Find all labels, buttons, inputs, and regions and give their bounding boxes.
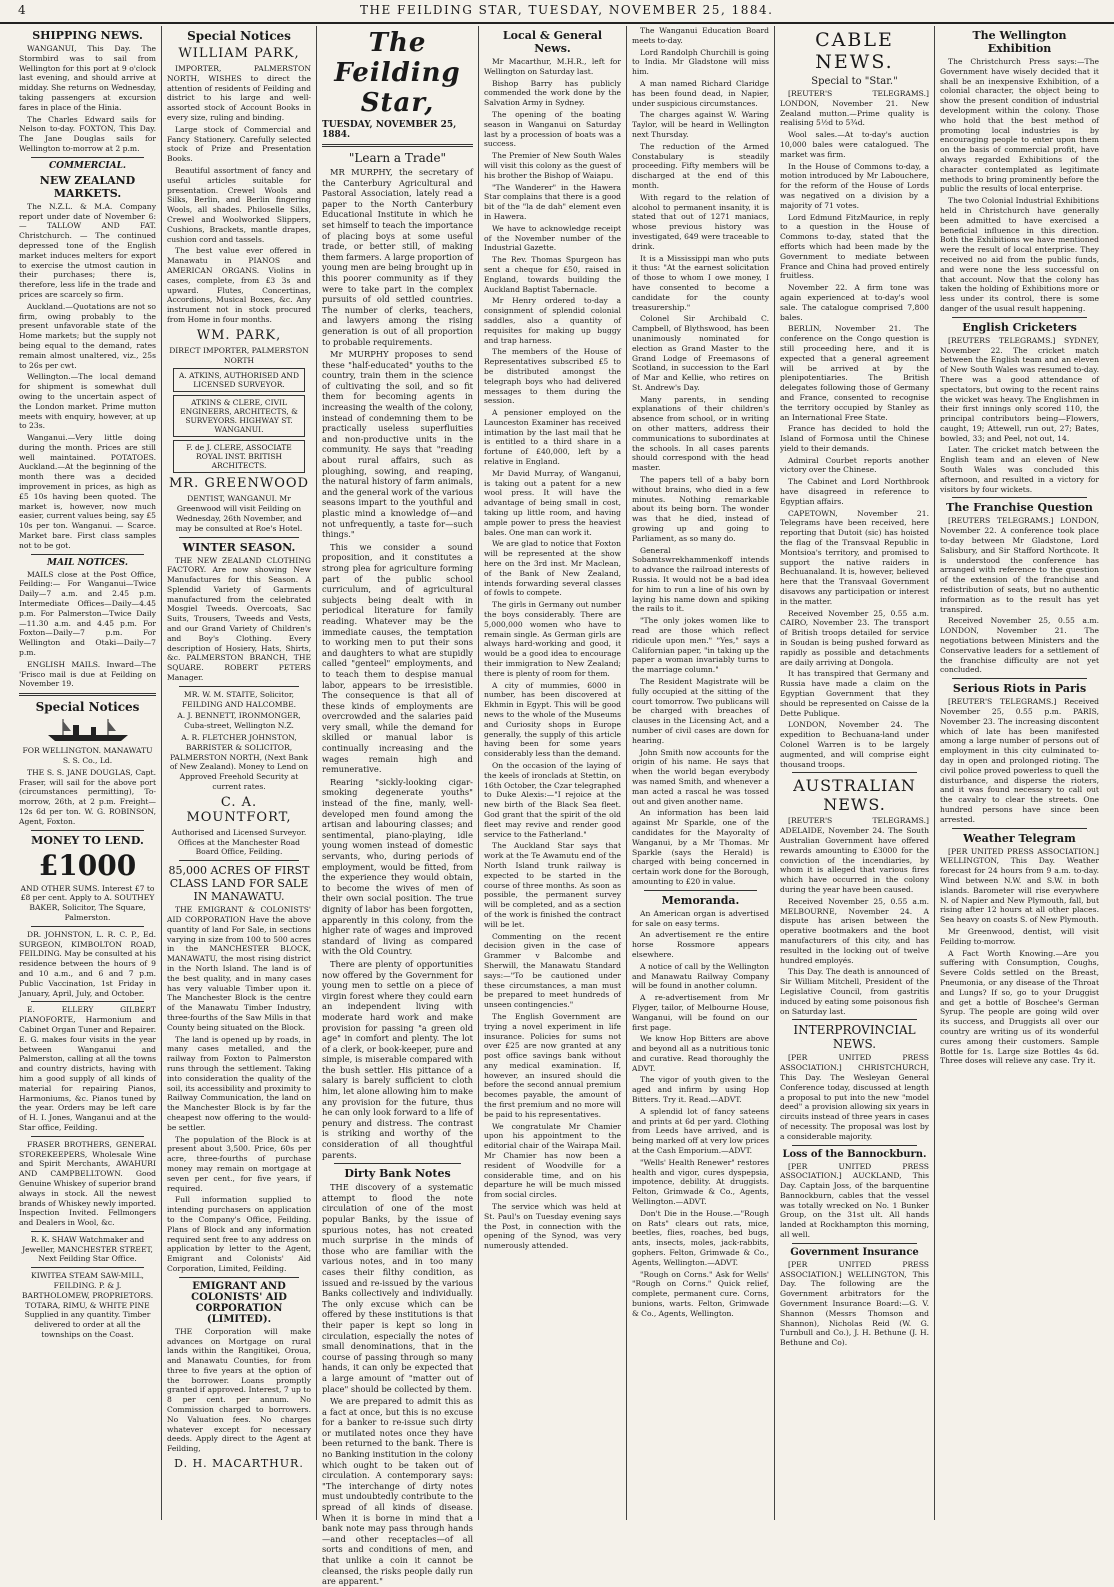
advertisement: A Fact Worth Knowing.—Are you suffering with Consumption, Coughs, Severe Colds settled on the Breast, Pneumonia, or any disease of the Throat and Lungs? If so, go to your Druggist and get a bottle of Boschee's German Syrup. The people are going wild over its success, and Druggists all over our country are writing us of its wonderful cures among their customers. Sample Bottle for 1s. Large size Bottles 4s 6d. Three doses will relieve any case. Try it. bbox=[940, 948, 1099, 1066]
memo-item: Don't Die in the House.—"Rough on Rats" clears out rats, mice, beetles, flies, roaches, bed bugs, ants, insects, moles, jack-rabbits, gophers. Felton, Grimwade & Co., Agents, Wellington.—ADVT. bbox=[632, 1208, 769, 1267]
editorial-paragraph: Mr MURPHY proposes to send these "half-educated" youths to the country, train them in the science of cultivating the soil, and so fit them for becoming agents in increasing the wealth of the colony, instead of condemning them to be practically useless superfluities and non-productive units in the community. He says that "reading about rural affairs, such as ploughing, sowing, and reaping, the natural history of farm animals, and the general work of the various seasons impart to the youthful and plastic mind a knowledge of—and not unfrequently, a taste for—such things." bbox=[322, 349, 473, 540]
column-5 bbox=[627, 26, 775, 1520]
news-item: The Premier of New South Wales will visit this colony as the guest of his brother the Bishop of Waiapu. bbox=[484, 151, 621, 180]
news-item: Mr David Murray, of Wanganui, is taking out a patent for a new wool press. It will have the advantage of being small in cost, taking up little room, and having ample power to press the heaviest bales. One man can work it. bbox=[484, 468, 621, 537]
cable-item: [REUTER'S TELEGRAMS.] ADELAIDE, November 24. The South Australian Government have offered rewards amounting to £3000 for the conviction of the incendiaries, by whom it is alleged that various fires which have occurred in the colony during the year have been caused. bbox=[780, 816, 929, 894]
article-paragraph: THE discovery of a systematic attempt to flood the note circulation of one of the most popular Banks, by the issue of spurious notes, has not created much surprise in the minds of those who are familiar with the various notes, and in too many cases their filthy condition, as issued and re-issued by the various Banks collectively and individually. The only excuse which can be offered by these institutions is that their paper is kept so long in circulation, especially the notes of small denominations, that in the course of passing through so many hands, it can only be expected that a large amount of "matter out of place" should be collected by them. bbox=[322, 1182, 473, 1394]
divider bbox=[31, 157, 144, 158]
corporation-heading: EMIGRANT AND COLONISTS' AID CORPORATION (LIMITED). bbox=[191, 1280, 287, 1325]
ad-staite: MR. W. M. STAITE, Solicitor, FEILDING AND HALCOMBE. bbox=[181, 689, 297, 709]
ad-johnston: A. R. FLETCHER JOHNSTON, BARRISTER & SOLICITOR, PALMERSTON NORTH, (Next Bank of New Zealand). Money to Lend on Approved Freehold Security at current rates. bbox=[169, 733, 309, 792]
news-item: Many parents, in sending explanations of their children's absence from school, or in writing on other matters, address their communications to subordinates at the schools. In all cases parents should correspond with the head master. bbox=[632, 394, 769, 473]
insurance-heading: Government Insurance bbox=[790, 1246, 919, 1258]
issue-date: TUESDAY, NOVEMBER 25, 1884. bbox=[322, 120, 457, 140]
mail-notices-heading: MAIL NOTICES. bbox=[47, 557, 128, 568]
divider bbox=[179, 860, 299, 861]
editorial-paragraph: This we consider a sound proposition, and it constitutes a strong plea for agriculture forming part of the public school curriculum, and of agricultural subjects being dealt with in periodical literature for family reading. Whatever may be the immediate causes, the temptation to working men to put their sons and daughters to what are stupidly called "genteel" employments, and to teach them to despise manual labor, appears to be irresistible. The consequence is that all of these kinds of employments are overcrowded and the salaries paid very small, while the demand for skilled or manual labor is continually increasing and the wages remain high and remunerative. bbox=[322, 541, 473, 775]
mail-item: MAILS close at the Post Office, Feilding:— For Wanganui—Twice Daily—7 a.m. and 2.45 p.m. Intermediate Offices—Daily—4.45 p.m. For Palmerston—Twice Daily—11.30 a.m. and 4.45 p.m. For Foxton—Daily—7 p.m. For Wellington and Otaki—Daily—7 p.m. bbox=[19, 569, 156, 658]
cricketers-heading: English Cricketers bbox=[962, 320, 1077, 334]
news-item: The members of the House of Representatives subscribed £5 to be distributed amongst the telegraph boys who had delivered messages to them during the session. bbox=[484, 347, 621, 406]
masthead-title: THE FEILDING STAR, TUESDAY, NOVEMBER 25, 1884. bbox=[360, 3, 774, 17]
divider bbox=[952, 317, 1087, 318]
column-1 bbox=[14, 26, 162, 1520]
special-notices-heading: Special Notices bbox=[187, 29, 291, 43]
column-4 bbox=[479, 26, 627, 1520]
cable-item: Received November 25, 0.55 a.m. LONDON, November 21. The negotiations between Ministers and the Conservative leaders for a settlement of the franchise difficulty are not yet concluded. bbox=[940, 616, 1099, 675]
memo-item: An advertisement re the entire horse Rossmore appears elsewhere. bbox=[632, 930, 769, 959]
divider bbox=[31, 830, 144, 831]
ad-park: IMPORTER, PALMERSTON NORTH, WISHES to direct the attention of residents of Feilding and district to his large and well-assorted stock of Account Books in every size, ruling and binding. bbox=[167, 64, 311, 122]
news-item: Mr Macarthur, M.H.R., left for Wellington on Saturday last. bbox=[484, 57, 621, 76]
divider bbox=[792, 1019, 917, 1020]
cable-item: [PER UNITED PRESS ASSOCIATION.] WELLINGTON, This Day. Weather forecast for 24 hours from 9 a.m. to-day. Wind between N.W. and S.W. in both islands. Barometer will rise everywhere N. of Napier and New Plymouth, fall, but rising after 12 hours at all other places. Sea heavy on coasts S. of New Plymouth. bbox=[940, 846, 1099, 925]
memo-item: "Wells' Health Renewer" restores health and vigor, cures dyspepsia, impotence, debility. At druggists. Felton, Grimwade & Co., Agents, Wellington.—ADVT. bbox=[632, 1157, 769, 1207]
australian-news-heading: AUSTRALIAN NEWS. bbox=[793, 776, 916, 815]
news-item: The English Government are trying a novel experiment in life insurance. Policies for sums not over £25 are now granted at any post office savings bank without any medical examination. If, however, an insured should die before the second annual premium becomes payable, the amount of the first premium and no more will be paid to his representatives. bbox=[484, 1011, 621, 1119]
news-item: Mr Greenwood, dentist, will visit Feilding to-morrow. bbox=[940, 926, 1099, 946]
ad-land: 85,000 ACRES OF FIRST CLASS LAND FOR SALE IN MANAWATU. bbox=[168, 864, 310, 904]
news-item: The charges against W. Waring Taylor, will be heard in Wellington next Thursday. bbox=[632, 110, 769, 139]
divider bbox=[31, 1231, 144, 1232]
memoranda-heading: Memoranda. bbox=[661, 893, 740, 907]
divider bbox=[952, 678, 1087, 679]
news-item: A man named Richard Claridge has been found dead, in Napier, under suspicious circumstances. bbox=[632, 78, 769, 108]
market-item: Auckland.—Quotations are not so firm, owing probably to the present unfavorable state of the Home markets; but the supply not being equal to the demand, rates remain almost unaltered, viz., 25s to 26s per cwt. bbox=[19, 301, 156, 370]
column-3 bbox=[317, 26, 479, 1587]
cable-item: The Cabinet and Lord Northbrook have disagreed in reference to Egyptian affairs. bbox=[780, 477, 929, 506]
mail-item: ENGLISH MAILS. Inward—The 'Frisco mail is due at Feilding on November 19. bbox=[19, 659, 156, 689]
news-item: Bishop Barry has publicly commended the work done by the Salvation Army in Sydney. bbox=[484, 78, 621, 108]
news-item: Colonel Sir Archibald C. Campbell, of Blythswood, has been unanimously nominated for election as Grand Master to the Grand Lodge of Freemasons of Scotland, in succession to the Earl of Mar and Kellie, who retires on St. Andrew's Day. bbox=[632, 314, 769, 392]
editorial-paragraph: There are plenty of opportunities now offered by the Government for young men to settle on a piece of virgin forest where they could earn an independent living with moderate hard work and make provision for passing "a green old age" in comfort and plenty. The lot of a clerk, or book-keeper, pure and simple, is miserable compared with the bush settler. His pittance of a salary is barely sufficient to cloth him, let alone allowing him to make any provision for the future, thus he can only look forward to a life of penury and distress. The contrast is striking and worthy of the consideration of all thoughtful parents. bbox=[322, 958, 473, 1160]
ad-park: DIRECT IMPORTER, PALMERSTON NORTH bbox=[169, 345, 309, 365]
editorial-paragraph: Rearing "sickly-looking cigar-smoking degenerate youths" instead of the fine, manly, well-developed men found among the artisan and labouring classes; and sentimental, piano-playing, idle young women instead of domestic servants, who, during periods of employment, would be fitted, from the experience they would obtain, to become the wives of men of their own social position. The true dignity of labor has been forgotten, apparently in this colony, from the higher rate of wages and improved standard of living as compared with the Old Country. bbox=[322, 776, 473, 957]
divider bbox=[792, 1243, 917, 1244]
masthead bbox=[0, 0, 1114, 24]
ad-greenwood: DENTIST, WANGANUI. Mr Greenwood will visit Feilding on Wednesday, 26th November, and may be consulted at Roe's Hotel. bbox=[175, 494, 303, 533]
nameplate: The Feilding Star, bbox=[334, 28, 461, 118]
ad-name: D. H. MACARTHUR. bbox=[174, 1457, 304, 1471]
cable-item: This Day. The death is announced of Sir William Mitchell, President of the Legislative Council, from gastritis induced by eating some poisonous fish on Saturday last. bbox=[780, 967, 929, 1016]
memo-item: "Rough on Corns." Ask for Wells' "Rough on Corns." Quick relief, complete, permanent cure. Corns, bunions, warts. Felton, Grimwade & Co., Agents, Wellington. bbox=[632, 1269, 769, 1318]
divider bbox=[952, 497, 1087, 498]
franchise-heading: The Franchise Question bbox=[946, 501, 1093, 515]
cable-item: [REUTERS TELEGRAMS.] SYDNEY, November 22. The cricket match between the English team and an eleven of New South Wales was resumed to-day. There was a good attendance of spectators, but owing to the recent rains the wicket was heavy. The Englishmen in their first innings only scored 110, the principal contributors being—Flowers, caught, 19; Attewell, run out, 27; Bates, bowled, 33; and Peel, not out, 14. bbox=[940, 335, 1099, 443]
article-paragraph: The two Colonial Industrial Exhibitions held in Christchurch have generally been admitted to have exercised a beneficial influence in this direction. Both the Exhibitions we have mentioned were the result of local enterprise. They received no aid from the public funds, and were none the less successful on that account. Now that the colony has taken the holding of Exhibitions more or less under its control, there is some danger of the usual result happening. bbox=[940, 196, 1099, 313]
divider bbox=[952, 828, 1087, 829]
cable-item: BERLIN, November 21. The conference on the Congo question is still proceeding here, and it is expected that a general agreement will be arrived at by the plenipotentiaries. The British delegates following those of Germany and France, consented to recognise the territory occupied by Stanley as an International Free State. bbox=[780, 324, 929, 422]
ad-manawatu-ss: FOR WELLINGTON. MANAWATU S. S. Co., Ld. bbox=[22, 746, 153, 766]
ad-atkins: A. ATKINS, AUTHORISED AND LICENSED SURVEYOR. bbox=[173, 368, 305, 392]
cable-item: Lord Edmund FitzMaurice, in reply to a question in the House of Commons to-day, stated that the efforts which had been made by the Government to mediate between France and China had proved entirely fruitless. bbox=[780, 212, 929, 281]
divider bbox=[31, 1267, 144, 1268]
news-item: It is a Mississippi man who puts it thus: "At the earnest solicitation of those to whom I owe money, I have consented to become a candidate for the county treasurership." bbox=[632, 253, 769, 312]
cable-item: [PER UNITED PRESS ASSOCIATION.] CHRISTCHURCH, This Day. The Wesleyan General Conference today, discussed at length a proposal to put into the new "model deed" a provision allowing six years in circuits instead of three years in cases of necessity. The proposal was lost by a considerable majority. bbox=[780, 1053, 929, 1141]
memo-item: An American organ is advertised for sale on easy terms. bbox=[632, 908, 769, 928]
divider bbox=[31, 1001, 144, 1002]
cable-item: Wool sales.—At to-day's auction 10,000 bales were catalogued. The market was firm. bbox=[780, 130, 929, 159]
ad-atkins-clere: ATKINS & CLERE, CIVIL ENGINEERS, ARCHITECTS, & SURVEYORS. HIGHWAY ST. WANGANUI. bbox=[173, 395, 305, 437]
cable-item: [REUTER'S TELEGRAMS.] Received November 25, 0.55 p.m. PARIS, November 23. The increasing discontent which of late has been manifested among a large number of persons out of employment in this city culminated to-day in open and prolonged rioting. The civil police proved powerless to quell the disturbance, and disperse the rioters, and it was found necessary to call out the cavalry to clear the streets. One hundred persons have since been arrested. bbox=[940, 697, 1099, 824]
column-7 bbox=[935, 26, 1104, 1520]
divider bbox=[792, 1145, 917, 1146]
news-item: The Wanganui Education Board meets to-day. bbox=[632, 26, 769, 45]
ad-park: Large stock of Commercial and Fancy Stationery. Carefully selected stock of Prize and Presentation Books. bbox=[167, 124, 311, 164]
cable-item: Admiral Courbet reports another victory over the Chinese. bbox=[780, 455, 929, 475]
memo-item: A re-advertisement from Mr Flyger, tailor, of Melbourne House, Wanganui, will be found on our first page. bbox=[632, 993, 769, 1032]
ad-gilbert: E. ELLERY GILBERT PIANOFORTE, Harmonium and Cabinet Organ Tuner and Repairer. E. G. makes four visits in the year between Wanganui and Palmerston, calling at all the towns and country districts, having with him a good supply of all kinds of material for repairing Pianos, Harmoniums, &c. Pianos tuned by the year. Orders may be left care of H. I. Jones, Wanganui and at the Star office, Feilding. bbox=[19, 1005, 156, 1132]
ad-shaw: R. K. SHAW Watchmaker and Jeweller, MANCHESTER STREET, Next Feilding Star Office. bbox=[22, 1234, 153, 1264]
divider bbox=[334, 1163, 461, 1164]
shipping-news-heading: SHIPPING NEWS. bbox=[32, 29, 143, 42]
market-item: The N.Z.L. & M.A. Company report under date of November 6:— TALLOW AND FAT. Christchurch. — The continued depressed tone of the English market induces melters for export to exercise the utmost caution in their purchases; there is, therefore, less life in the trade and prices are scarcely so firm. bbox=[19, 201, 156, 299]
cable-item: Received November 25, 0.55 a.m. MELBOURNE, November 24. A dispute has arisen between the operative bootmakers and the boot manufacturers of this city, and has resulted in the locking out of twelve hundred employés. bbox=[780, 896, 929, 965]
ad-corporation: THE Corporation will make advances on Mortgage on rural lands within the Rangitikei, Oroua, and Manawatu Counties, for from three to five years at the option of the borrower. Loans promptly granted if approved. Interest, 7 up to 8 per cent. per annum. No Commission charged to borrowers. No Valuation fees. No charges whatever except for necessary deeds. Apply direct to the Agent at Feilding, bbox=[167, 1326, 311, 1454]
cable-item: [PER UNITED PRESS ASSOCIATION.] AUCKLAND, This Day. Captain Joss, of the barquentine Bannockburn, cables that the vessel was totally wrecked on No. 1 Bunker Group, on the 31st ult. All hands landed at Rockhampton this morning, all well. bbox=[780, 1161, 929, 1240]
ad-land: The population of the Block is at present about 3,500. Price, 60s per acre, three-fourths of purchase money may remain on mortgage at seven per cent., for five years, if required. bbox=[167, 1134, 311, 1193]
bannockburn-heading: Loss of the Bannockburn. bbox=[782, 1148, 927, 1160]
cable-item: In the House of Commons to-day, a motion introduced by Mr Labouchere, for the reform of the House of Lords was negatived on a division by a majority of 71 votes. bbox=[780, 161, 929, 210]
news-item: The Rev. Thomas Spurgeon has sent a cheque for £50, raised in England, towards building the Auckland Baptist Tabernacle. bbox=[484, 255, 621, 294]
divider bbox=[19, 693, 156, 696]
ad-park: The best value ever offered in Manawatu in PIANOS and AMERICAN ORGANS. Violins in cases, complete, from £3 3s and upward. Flutes, Concertinas, Accordions, Musical Boxes, &c. Any instrument not in stock procured from Home in four months. bbox=[167, 246, 311, 324]
ad-bennett: A. J. BENNETT, IRONMONGER, Cuba-street, Wellington N.Z. bbox=[177, 711, 301, 731]
cable-item: France has decided to hold the Island of Formosa until the Chinese yield to their demands. bbox=[780, 424, 929, 453]
local-news-heading: Local & General News. bbox=[502, 29, 603, 55]
special-notices-heading: Special Notices bbox=[35, 700, 140, 715]
cable-news-heading: CABLE NEWS. bbox=[815, 29, 894, 73]
memo-item: The vigor of youth given to the aged and infirm by using Hop Bitters. Try it. Read.—ADVT. bbox=[632, 1075, 769, 1105]
cable-item: November 22. A firm tone was again experienced at to-day's wool sale. The catalogue comprised 7,800 bales. bbox=[780, 283, 929, 322]
ad-clothing: THE NEW ZEALAND CLOTHING FACTORY. Are now showing New Manufactures for this Season. A Splendid Variety of Garments manufactured from the celebrated Mosgiel Tweeds. Overcoats, Sac Suits, Trousers, Tweeds and Vests, and our Grand Variety of Children's and Boy's Clothing. Every description of Hosiery, Hats, Shirts, &c. PALMERSTON BRANCH, THE SQUARE. ROBERT PETERS Manager. bbox=[167, 555, 311, 683]
ad-name: WM. PARK, bbox=[196, 327, 282, 343]
news-item: We have to acknowledge receipt of the November number of the Industrial Gazette. bbox=[484, 223, 621, 253]
money-to-lend-heading: MONEY TO LEND. bbox=[31, 833, 144, 847]
cable-item: LONDON, November 24. The expedition to Bechuana-land under Colonel Warren is to be largely augmented, and will comprise eight thousand troops. bbox=[780, 720, 929, 769]
ad-fraser: FRASER BROTHERS, GENERAL STOREKEEPERS, Wholesale Wine and Spirit Merchants, AWAHURI AND CAMPBELLTOWN. Good Genuine Whiskey of superior brand always in stock. All the newest brands of Whiskey newly imported. Inspection Invited. Fellmongers and Dealers in Wool, &c. bbox=[19, 1139, 156, 1228]
memo-item: A notice of call by the Wellington and Manawatu Railway Company will be found in another column. bbox=[632, 961, 769, 991]
ad-loan: AND OTHER SUMS. Interest £7 to £8 per cent. Apply to A. SOUTHEY BAKER, Solicitor, The Square, Palmerston. bbox=[20, 883, 155, 922]
news-item: Lord Randolph Churchill is going to India. Mr Gladstone will miss him. bbox=[632, 47, 769, 77]
ad-land: Full information supplied to intending purchasers on application to the Company's Office, Feilding. Plans of Block and any information required sent free to any address on application by letter to the Agent, Emigrant and Colonists' Aid Corporation, Limited, Feilding. bbox=[167, 1195, 311, 1273]
news-item: The opening of the boating season in Wanganui on Saturday last by a procession of boats was a success. bbox=[484, 109, 621, 149]
ad-sawmill: KIWITEA STEAM SAW-MILL, FEILDING. P. & J. BARTHOLOMEW, PROPRIETORS. TOTARA, RIMU, & WHITE PINE Supplied in any quantity. Timber delivered to order at all the townships on the Coast. bbox=[21, 1271, 154, 1340]
column-6 bbox=[775, 26, 935, 1520]
divider bbox=[31, 554, 144, 555]
page-number: 4 bbox=[18, 3, 28, 17]
shipping-item: The Charles Edward sails for Nelson to-day. FOXTON, This Day. The Jane Douglas sails for Wellington to-morrow at 2 p.m. bbox=[19, 114, 156, 153]
market-item: Wanganui.—Very little doing during the month. Prices are still well maintained. POTATOES. Auckland.—At the beginning of the month there was a decided improvement in prices, as high as £5 10s having been quoted. The market is, however, now much easier, current values being, say £5 10s per ton. Wanganui. — Scarce. Market bare. First class samples not to be got. bbox=[19, 433, 156, 550]
divider bbox=[792, 772, 917, 773]
ad-name: WILLIAM PARK, bbox=[178, 46, 300, 61]
ad-land: The land is opened up by roads, in many cases metalled, and the railway from Foxton to Palmerston runs through the settlement. Taking into consideration the quality of the soil, its accessibility and proximity to Railway Communication, the land on the Manchester Block is by far the cheapest now offering to the would-be settler. bbox=[167, 1034, 311, 1132]
ad-mountfort: Authorised and Licensed Surveyor. Offices at the Manchester Road Board Office, Feilding. bbox=[171, 827, 307, 857]
divider bbox=[31, 926, 144, 927]
article-paragraph: We are prepared to admit this as a fact at once, but this is no excuse for a banker to re-issue such dirty or mutilated notes once they have been returned to the bank. There is no Banking institution in the colony which ought to be taken out of circulation. A contemporary says: "The interchange of dirty notes must undoubtedly contribute to the spread of all kinds of disease. When it is borne in mind that a bank note may pass through hands—and other receptacles—of all sorts and conditions of men, and that unlike a coin it cannot be cleansed, the risks people daily run are apparent." bbox=[322, 1396, 473, 1587]
news-item: The reduction of the Armed Constabulary is steadily proceeding. Fifty members will be discharged at the end of this month. bbox=[632, 141, 769, 190]
cable-item: [PER UNITED PRESS ASSOCIATION.] WELLINGTON, This Day. The following are the Government arbitrators for the Government Insurance Board:—G. V. Shannon (Messrs Thomson and Shannon), Nicholas Reid (W. G. Turnbull and Co.), J. H. Bethune (J. H. Bethune and Co). bbox=[780, 1259, 929, 1348]
column-2 bbox=[162, 26, 317, 1520]
news-item: The girls in Germany out number the boys considerably. There are 5,000,000 women who have to remain single. As German girls are always hard-working and good, it would be a good idea to encourage their immigration to New Zealand; there is plenty of room for them. bbox=[484, 600, 621, 678]
news-item: A city of mummies, 6000 in number, has been discovered at Ekhmin in Egypt. This will be good news to the whole of the Museums and Curiosity shops in Europe generally, the supply of this article having been for some years considerably less than the demand. bbox=[484, 680, 621, 759]
ad-dr-johnston: DR. JOHNSTON, L. R. C. P., Ed. SURGEON, KIMBOLTON ROAD, FEILDING. May be consulted at his residence between the hours of 9 and 10 a.m., and 6 and 7 p.m. Public Vaccination, 1st Friday in January, April, July, and October. bbox=[19, 929, 156, 998]
cable-item: [REUTER'S TELEGRAMS.] LONDON, November 21. New Zealand mutton.—Prime quality is realising 5½d to 5¾d. bbox=[780, 89, 929, 128]
bank-notes-heading: Dirty Bank Notes bbox=[344, 1167, 451, 1181]
news-item: John Smith now accounts for the origin of his name. He says that when the world began everybody was named Smith, and whenever a man acted a rascal he was tossed out and given another name. bbox=[632, 747, 769, 806]
weather-heading: Weather Telegram bbox=[963, 831, 1076, 845]
newspaper-page bbox=[14, 26, 1104, 1587]
news-item: On the occasion of the laying of the keels of ironclads at Stettin, on 16th October, the Czar telegraphed to Duke Alexis:—"I rejoice at the new birth of the Black Sea fleet. God grant that the spirit of the old fleet may revive and render good service to the Fatherland." bbox=[484, 760, 621, 839]
cable-item: Later. The cricket match between the English team and an eleven of New South Wales was concluded this afternoon, and resulted in a victory for visitors by four wickets. bbox=[940, 445, 1099, 494]
divider bbox=[179, 686, 299, 687]
news-item: The Resident Magistrate will be fully occupied at the sitting of the court tomorrow. Two publicans will be charged with breaches of clauses in the Licensing Act, and a number of civil cases are down for hearing. bbox=[632, 677, 769, 745]
divider bbox=[31, 1136, 144, 1137]
shipping-item: WANGANUI, This Day. The Stormbird was to sail from Wellington for this port at 9 o'clock last evening, and should arrive at midday. She returns on Wednesday, taking passengers at excursion fares in place of the Hinia. bbox=[19, 44, 156, 112]
divider bbox=[179, 1277, 299, 1278]
memo-item: A splendid lot of fancy sateens and prints at 6d per yard. Clothing from Leeds have arrived, and is being marked off at very low prices at the Cash Emporium.—ADVT. bbox=[632, 1106, 769, 1156]
news-item: "The Wanderer" in the Hawera Star complains that there is a good bit of the "la de dah" element even in Hawera. bbox=[484, 182, 621, 221]
ad-clere: F. de J. CLERE, ASSOCIATE ROYAL INST. BRITISH ARCHITECTS. bbox=[173, 440, 305, 473]
ad-jane-douglas: THE S. S. JANE DOUGLAS, Capt. Fraser, will sail for the above port (circumstances permitting), To-morrow, 26th, at 2 p.m. Freight—12s 6d per ton. W. G. ROBINSON, Agent, Foxton. bbox=[19, 767, 156, 826]
editorial-heading: "Learn a Trade" bbox=[348, 151, 447, 165]
commercial-heading: COMMERCIAL. bbox=[48, 160, 127, 171]
news-item: A pensioner employed on the Launceston Examiner has received intimation by the last mail that he is entitled to a third share in a fortune of £40,000, left by a relative in England. bbox=[484, 408, 621, 467]
news-item: We congratulate Mr Chamier upon his appointment to the editorial chair of the Wairapa Mail. Mr Chamier has now been a resident of Woodville for a considerable time, and on his departure he will be much missed from social circles. bbox=[484, 1121, 621, 1200]
ad-land: THE EMIGRANT & COLONISTS' AID CORPORATION Have the above quantity of land For Sale, in sections varying in size from 100 to 500 acres in the MANCHESTER BLOCK, MANAWATU, the most rising district in the North Island. The land is of the best quality, and in many cases has very valuable Timber upon it. The Manchester Block is the centre of the Manawatu Timber Industry, three-fourths of the Saw Mills in that County being situated on the Block. bbox=[167, 905, 311, 1032]
news-item: Commenting on the recent decision given in the case of Grammer v Balcombe and Sherwill, the Manawatu Standard says:—"To be cautioned under these circumstances, a man must be prepared to meet hundreds of unseen contingencies." bbox=[484, 931, 621, 1010]
divider bbox=[644, 890, 757, 891]
news-item: Mr Henry ordered to-day a consignment of splendid colonial saddles, also a quantity of requisites for making up buggy and trap harness. bbox=[484, 296, 621, 345]
cable-subheading: Special to "Star." bbox=[811, 76, 898, 87]
markets-heading: NEW ZEALAND MARKETS. bbox=[39, 173, 136, 200]
loan-amount: £1000 bbox=[38, 848, 137, 882]
exhibition-heading: The Wellington Exhibition bbox=[972, 29, 1067, 55]
cable-item: CAPETOWN, November 21. Telegrams have been received, here reporting that Dutoit (sic) has hoisted the flag of the Transvaal Republic in Montsioa's territory, and promised to support the native raiders in Bechuanaland. It is, however, believed here that the Transvaal Government disavows any participation or interest in the matter. bbox=[780, 508, 929, 606]
news-item: The papers tell of a baby born without brains, who died in a few minutes. Nothing remarkable about its being born. The wonder was that he died, instead of growing up and going to Parliament, as so many do. bbox=[632, 475, 769, 543]
news-item: An information has been laid against Mr Sparkle, one of the candidates for the Mayoralty of Wanganui, by a Mr Thomas. Mr Sparkle (says the Herald) is charged with being concerned in certain work done for the Borough, amounting to £20 in value. bbox=[632, 808, 769, 886]
ad-park: Beautiful assortment of fancy and useful articles suitable for presentation. Crewel Wools and Silks, Berlin, and Berlin fingering Wools, all shades. Philoselle Silks, Crewel and Woolworked Slippers, Cushions, Brackets, mantle drapes, cushion cord and tassels. bbox=[167, 165, 311, 244]
ad-name: C. A. MOUNTFORT, bbox=[186, 794, 292, 825]
news-item: "The only jokes women like to read are those which reflect ridicule upon men." "Yes," says a Californian paper, "in taking up the paper a woman invariably turns to the marriage column." bbox=[632, 616, 769, 675]
memo-item: We know Hop Bitters are above and beyond all as a nutritious tonic and curative. Read thoroughly the ADVT. bbox=[632, 1034, 769, 1073]
ad-name: MR. GREENWOOD bbox=[169, 476, 309, 492]
news-item: We are glad to notice that Foxton will be represented at the show here on the 3rd inst. Mr Maclean, of the Bank of New Zealand, intends forwarding several classes of fowls to compete. bbox=[484, 539, 621, 598]
cable-item: It has transpired that Germany and Russia have made a claim on the Egyptian Government that they should be represented on Caisse de la Dette Publique. bbox=[780, 669, 929, 718]
news-item: General Sobamtswrekhammenkoff intends to advance the railroad interests of Russia. It would not be a bad idea for him to run a line of his own by laying his name down and spiking the rails to it. bbox=[632, 545, 769, 614]
market-item: Wellington.—The local demand for shipment is somewhat dull owing to the uncertain aspect of the London market. Prime mutton meets with enquiry, however, at up to 23s. bbox=[19, 372, 156, 431]
article-paragraph: The Christchurch Press says:—The Government have wisely decided that it shall be an inexpensive Exhibition, of a colonial character, the object being to show the present condition of industrial development within the colony. Those who hold that the best method of promoting local industries is by encouraging people to enter upon them on the basis of commercial profit, have always regarded Exhibitions of the character contemplated as legitimate methods to bring prominently before the public the results of local enterprise. bbox=[940, 57, 1099, 194]
cable-item: [REUTERS TELEGRAMS.] LONDON, November 22. A conference took place to-day between Mr Gladstone, Lord Salisbury, and Sir Stafford Northcote. It is understood the conference has arranged with reference to the question of the extension of the franchise and redistribution of seats, but no authentic information as to the result has yet transpired. bbox=[940, 516, 1099, 614]
divider bbox=[322, 144, 473, 147]
news-item: The service which was held at St. Paul's on Tuesday evening says the Post, in connection with the opening of the Synod, was very numerously attended. bbox=[484, 1202, 621, 1251]
divider bbox=[179, 537, 299, 538]
editorial-paragraph: MR MURPHY, the secretary of the Canterbury Agricultural and Pastoral Association, lately read a paper to the North Canterbury Educational Institute in which he set himself to teach the importance of placing boys at some useful trade, or better still, of making them farmers. A large proportion of young men are being brought up in this poorer community as if they were to take part in the complex pursuits of old settled countries. The number of clerks, teachers, and lawyers among the rising generation is out of all proportion to probable requirements. bbox=[322, 167, 473, 347]
interprovincial-heading: INTERPROVINCIAL NEWS. bbox=[793, 1023, 916, 1052]
steamship-icon bbox=[43, 717, 133, 743]
news-item: With regard to the relation of alcohol to permanent insanity, it is stated that out of 1271 maniacs, whose previous history was investigated, 649 were traceable to drink. bbox=[632, 192, 769, 251]
riots-heading: Serious Riots in Paris bbox=[952, 682, 1087, 696]
news-item: The Auckland Star says that work at the Te Awamutu end of the North Island trunk railway is expected to be started in the course of three months. As soon as possible, the permanent survey will be completed, and as a section of the work is finished the contract will be let. bbox=[484, 841, 621, 929]
winter-season-heading: WINTER SEASON. bbox=[182, 540, 296, 554]
cable-item: Received November 25, 0.55 a.m. CAIRO, November 23. The transport of British troops detailed for service in Soudan is being pushed forward as rapidly as possible and detachments are daily arriving at Dongola. bbox=[780, 608, 929, 667]
